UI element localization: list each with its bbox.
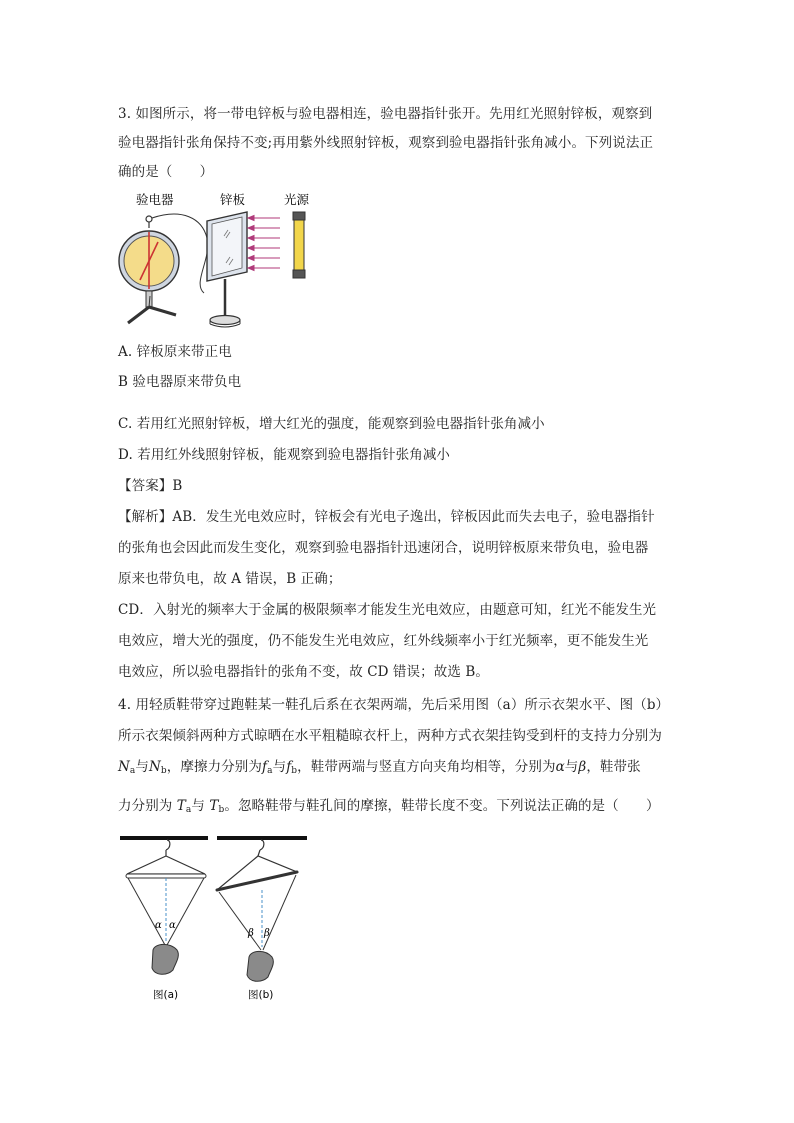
label-zinc-plate: 锌板 <box>220 192 246 207</box>
q3-option-d: D. 若用红外线照射锌板，能观察到验电器指针张角减小 <box>118 447 451 463</box>
caption-figure-a: 图(a) <box>153 989 179 1001</box>
label-light-source: 光源 <box>284 192 310 207</box>
electroscope <box>119 216 179 323</box>
hanger-a <box>120 836 208 1001</box>
q3-analysis-line-4: CD．入射光的频率大于金属的极限频率才能发生光电效应，由题意可知，红光不能发生光 <box>118 602 657 618</box>
caption-figure-b: 图(b) <box>248 989 274 1001</box>
q3-stem-line-1: 3. 如图所示，将一带电锌板与验电器相连，验电器指针张开。先用红光照射锌板，观察到 <box>118 106 653 122</box>
light-rays <box>248 216 280 271</box>
q3-analysis-line-3: 原来也带负电，故 A 错误，B 正确； <box>118 571 342 587</box>
q4-stem-line-2: 所示衣架倾斜两种方式晾晒在水平粗糙晾衣杆上，两种方式衣架挂钩受到杆的支持力分别为 <box>118 728 662 744</box>
q3-figure-electroscope-setup <box>112 188 332 333</box>
angle-alpha-right: α <box>169 920 176 931</box>
q3-analysis-line-6: 电效应，所以验电器指针的张角不变，故 CD 错误；故选 B。 <box>118 664 489 680</box>
drying-rod-a <box>120 836 208 840</box>
q3-option-c: C. 若用红光照射锌板，增大红光的强度，能观察到验电器指针张角减小 <box>118 416 545 432</box>
drying-rod-b <box>217 836 307 840</box>
angle-beta-left: β <box>248 928 254 939</box>
angle-beta-right: β <box>264 928 270 939</box>
shoe-b <box>247 951 273 981</box>
q3-analysis-line-5: 电效应，增大光的强度，仍不能发生光电效应，红外线频率小于红光频率，更不能发生光 <box>118 633 649 649</box>
q4-stem-line-4: 力分别为 $T_a$与 $T_b$。忽略鞋带与鞋孔间的摩擦，鞋带长度不变。下列说法正确的是（ ） <box>118 798 660 815</box>
q4-figure-hangers <box>115 830 315 1010</box>
hanger-b <box>217 836 307 1001</box>
q3-analysis-line-1: 【解析】AB．发生光电效应时，锌板会有光电子逸出，锌板因此而失去电子，验电器指针 <box>118 509 655 525</box>
q3-answer: 【答案】B <box>118 478 183 494</box>
q3-stem-line-3: 确的是（ ） <box>118 164 214 180</box>
q3-stem-line-2: 验电器指针张角保持不变;再用紫外线照射锌板，观察到验电器指针张角减小。下列说法正 <box>118 135 654 151</box>
zinc-plate <box>207 212 247 327</box>
q4-stem-line-1: 4. 用轻质鞋带穿过跑鞋某一鞋孔后系在衣架两端，先后采用图（a）所示衣架水平、图（b） <box>118 697 670 713</box>
q3-option-a: A. 锌板原来带正电 <box>118 344 232 360</box>
label-electroscope: 验电器 <box>136 192 174 207</box>
q3-analysis-line-2: 的张角也会因此而发生变化，观察到验电器指针迅速闭合，说明锌板原来带负电，验电器 <box>118 540 649 556</box>
q3-option-b: B 验电器原来带负电 <box>118 374 242 390</box>
shoe-a <box>152 944 178 974</box>
q4-stem-line-3: $N_a$与$N_b$，摩擦力分别为$f_a$与$f_b$，鞋带两端与竖直方向夹角均相等，分别为α与β，鞋带张 <box>118 759 641 776</box>
light-source-tube <box>293 212 305 278</box>
angle-alpha-left: α <box>155 920 162 931</box>
